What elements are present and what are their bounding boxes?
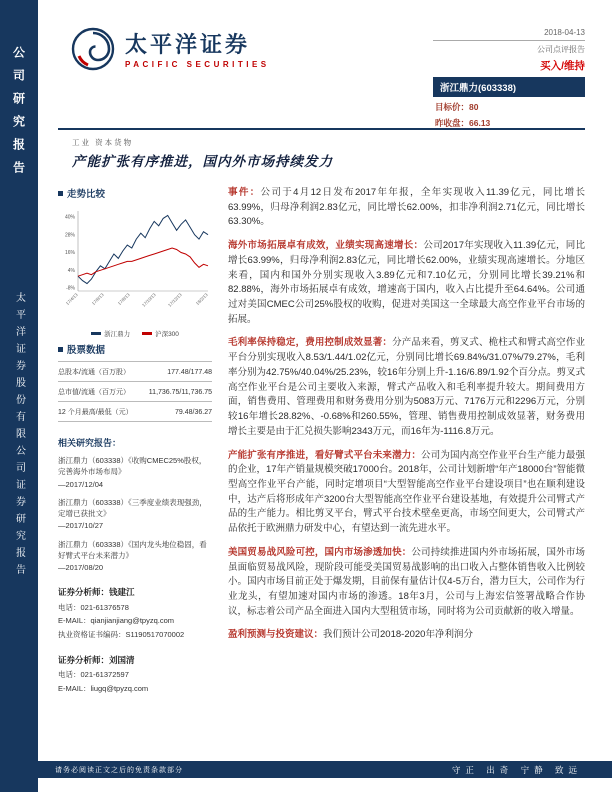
- report-title: 产能扩张有序推进，国内外市场持续发力: [72, 154, 333, 169]
- svg-text:17/8/13: 17/8/13: [116, 292, 131, 307]
- related-report-item: 浙江鼎力（603338）《三季度业绩表现强劲，定增已获批文》 —2017/10/27: [58, 497, 207, 531]
- analyst-name: 证券分析师：刘国清: [58, 655, 135, 666]
- brand-name-en: PACIFIC SECURITIES: [125, 60, 270, 69]
- body-paragraph: 海外市场拓展卓有成效，业绩实现高速增长：公司2017年实现收入11.39亿元，同比增长63.99%，归母净利润2.83亿元，同比增长62.00%，业绩实现高速增长。分地区来看，国内和国外分别实现收入3.89亿元和7.10亿元，分别同比增长39.21%和82.88%，海外市场拓展卓有成效，增速高于国内，收入占比提升至64.64%。公司通过对美国CMEC公司25%股权的收购，促进对美国这一全球最大高空作业平台市场的拓展。: [228, 240, 585, 325]
- trend-section-heading: 走势比较: [58, 186, 212, 200]
- content-columns: [58, 186, 585, 754]
- sidebar-report-category: 公司研究报告: [11, 46, 26, 184]
- body-paragraph: 盈利预测与投资建议：我们预计公司2018-2020年净利润分: [228, 629, 473, 641]
- body-paragraph: 毛利率保持稳定，费用控制成效显著：分产品来看，剪叉式、桅柱式和臂式高空作业平台分别实现收入8.53/1.44/1.02亿元，分别同比增长69.84%/31.07%/79.27%，毛利率分别为42.75%/40.04%/25.23%，较16年分别上升-1.16/6.89/1.92个百分点。剪叉式高空作业平台是公司主要收入来源，臂式产品收入和毛利率提升较大。期间费用方面，销售费用、管理费用和财务费用分别为5083万元、7176万元和2296万元，分别较16年增长28.82%、-0.68%和260.55%，管理、销售费用控制成效显著，财务费用增长主要是由于汇兑损失影响2343万元，而16年为-1116.8万元。: [228, 337, 585, 437]
- related-reports-heading: 相关研究报告：: [58, 438, 122, 448]
- chart-legend: [58, 329, 212, 338]
- header-divider: [58, 128, 585, 130]
- table-row: 总市值/流通（百万元） 11,736.75/11,736.75: [58, 382, 212, 402]
- svg-text:18/2/13: 18/2/13: [194, 292, 209, 307]
- analyst-name: 证券分析师：钱建江: [58, 587, 135, 598]
- report-meta: [433, 28, 585, 129]
- sidebar-company-line: 太平洋证券股份有限公司证券研究报告: [13, 292, 25, 581]
- pacific-securities-logo-icon: [70, 26, 116, 77]
- body-paragraph: 美国贸易战风险可控，国内市场渗透加快：公司持续推进国内外市场拓展，国外市场虽面临贸易战风险，现阶段可能受美国贸易战影响的出口收入占整体销售收入比例较小。国内市场目前正处于爆发期，目前保有量估计仅4-5万台，潜力巨大，公司作为行业龙头，有望加速对国内市场的渗透。18年3月，公司与上海宏信签署战略合作协议，标志着公司产品全面进入国内大型租赁市场，同时将为公司贡献新的收入增量。: [228, 546, 585, 617]
- analyst-license: 执业资格证书编码：S1190517070002: [58, 629, 185, 639]
- trend-chart: [58, 205, 212, 338]
- table-row: 总股本/流通（百万股） 177.48/177.48: [58, 362, 212, 382]
- analyst-phone: 电话：021-61376578: [58, 602, 129, 612]
- report-type: 公司点评报告: [433, 40, 585, 55]
- analyst-block: [58, 653, 212, 695]
- svg-text:-8%: -8%: [66, 285, 75, 292]
- brand-header: [70, 26, 270, 77]
- square-bullet-icon: [58, 347, 63, 352]
- body-paragraph: 产能扩张有序推进，看好臂式平台未来潜力：公司为国内高空作业平台生产能力最强的企业，17年产销量规模突破17000台。2018年，公司计划新增“年产18000台”智能微型高空作业平台产能，同时定增项目“大型智能高空作业平台建设项目”也在顺利建设中，达产后将形成年产3200台大型智能高空作业平台建设基地，有效提升公司臂式产品的生产能力。相比剪叉平台，臂式平台技术壁垒更高，市场空间更大，公司臂式产品依托于欧洲鼎力研发中心，有望达到一流先进水平。: [228, 449, 585, 535]
- report-date: 2018-04-13: [544, 28, 585, 37]
- analyst-email: E-MAIL：qianjianjiang@tpyzq.com: [58, 616, 174, 626]
- analyst-email: E-MAIL：liugq@tpyzq.com: [58, 683, 149, 693]
- analyst-block: [58, 585, 212, 641]
- stock-data-heading: 股票数据: [58, 342, 212, 356]
- legend-item: 沪深300: [142, 329, 179, 338]
- svg-text:40%: 40%: [64, 214, 75, 221]
- brand-name-cn: 太平洋证券: [125, 32, 251, 57]
- industry-label: 工业 资本货物: [72, 138, 134, 147]
- analyst-phone: 电话：021-61372597: [58, 670, 129, 680]
- svg-text:17/4/13: 17/4/13: [64, 292, 79, 307]
- target-price: 目标价：80: [435, 102, 479, 112]
- table-row: 12 个月最高/最低（元） 79.48/36.27: [58, 402, 212, 422]
- svg-text:17/10/13: 17/10/13: [141, 292, 157, 308]
- company-motto: 守正 出奇 宁静 致远: [451, 764, 582, 775]
- svg-text:17/12/13: 17/12/13: [167, 292, 183, 308]
- left-column: [58, 186, 212, 754]
- svg-text:17/6/13: 17/6/13: [90, 292, 105, 307]
- svg-text:16%: 16%: [64, 250, 75, 257]
- related-report-item: 浙江鼎力（603338）《收购CMEC25%股权，完善海外市场布局》 —2017/12/04: [58, 456, 207, 489]
- stock-data-table: [58, 361, 212, 422]
- trend-chart-svg: [58, 205, 212, 323]
- square-bullet-icon: [58, 191, 63, 196]
- legend-key-icon: [91, 332, 101, 335]
- related-report-item: 浙江鼎力（603338）《国内龙头地位稳固，看好臂式平台未来潜力》 —2017/08/20: [58, 539, 207, 572]
- legend-item: 浙江鼎力: [91, 329, 130, 338]
- report-body: [228, 186, 585, 754]
- legend-key-icon: [142, 332, 152, 335]
- footer-bar: [0, 761, 612, 778]
- rating-badge: 买入/维持: [540, 60, 585, 72]
- body-paragraph: 事件：公司于4月12日发布2017年年报，全年实现收入11.39亿元，同比增长63.99%，归母净利润2.83亿元，同比增长62.00%，扣非净利润2.71亿元，同比增长63.30%。: [228, 187, 585, 228]
- svg-text:28%: 28%: [64, 232, 75, 239]
- sidebar: [0, 0, 38, 792]
- disclaimer-note: 请务必阅读正文之后的免责条款部分: [55, 766, 183, 774]
- previous-close: 昨收盘：66.13: [435, 118, 491, 128]
- stock-name-strip: 浙江鼎力(603338): [433, 77, 585, 97]
- svg-text:4%: 4%: [67, 267, 75, 274]
